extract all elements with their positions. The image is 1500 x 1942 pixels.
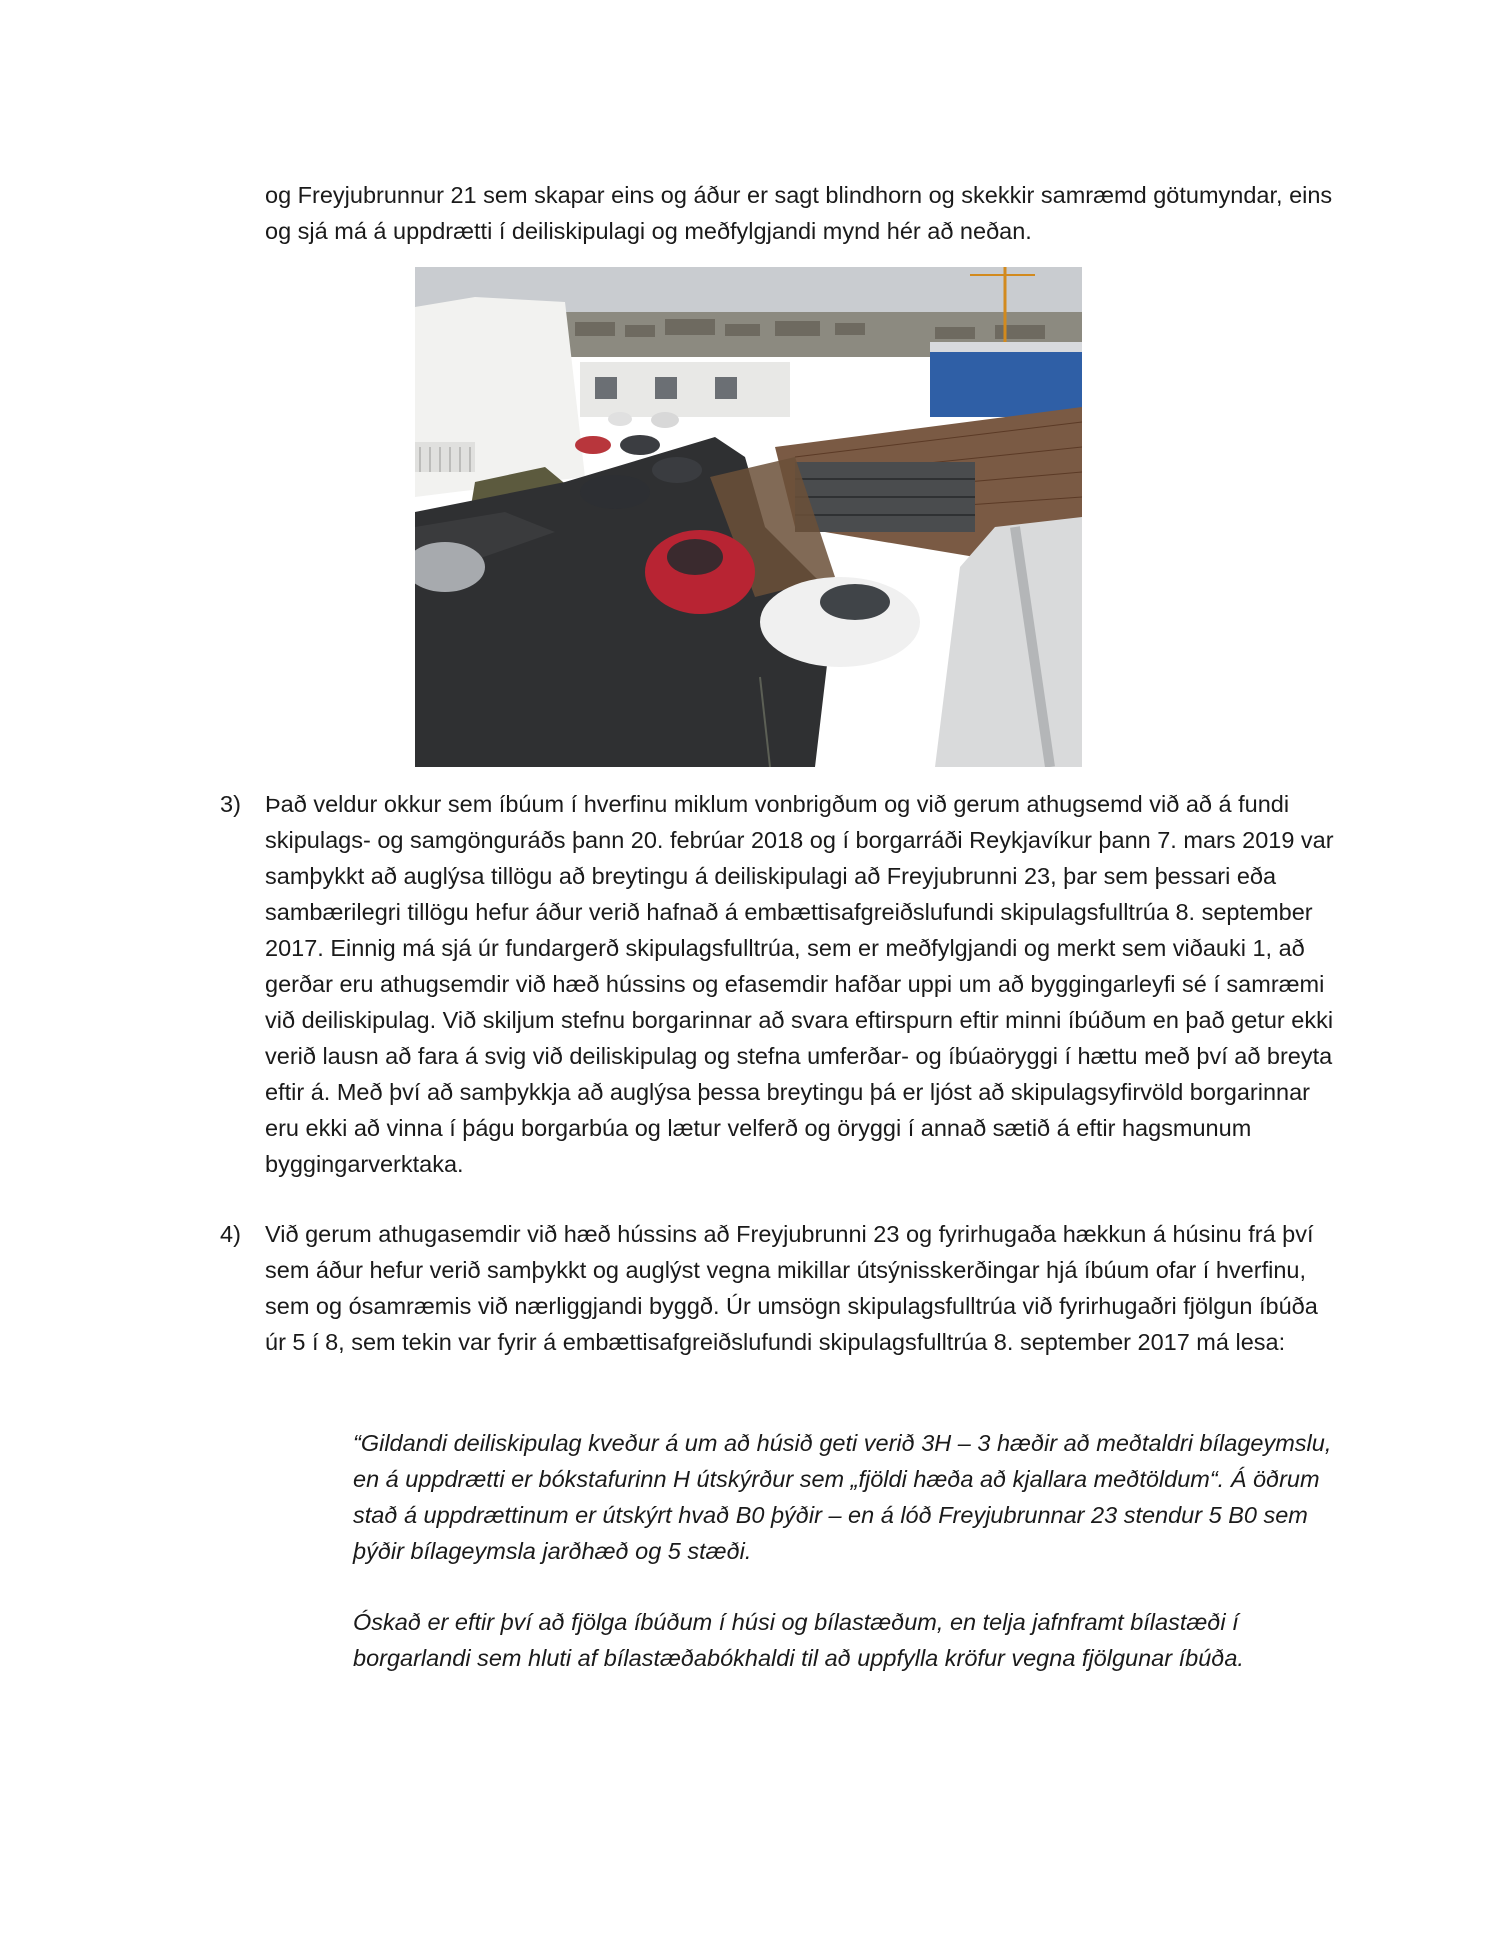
list-number: 4) bbox=[220, 1221, 241, 1247]
street-photo bbox=[415, 267, 1082, 767]
list-item-text: Við gerum athugasemdir við hæð hússins að Freyjubrunni 23 og fyrirhugaða hækkun á húsinu frá því sem áður hefur verið samþykkt og auglýst vegna mikillar útsýnisskerðingar hjá íbúum ofar í hverfinu, sem og ósamræmis við nærliggjandi byggð. Úr umsögn skipulagsfulltrúa við fyrirhugaðri fjölgun íbúða úr 5 í 8, sem tekin var fyrir á embættisafgreiðslufundi skipulagsfulltrúa 8. september 2017 má lesa: bbox=[265, 1221, 1318, 1355]
quote-paragraph-1: “Gildandi deiliskipulag kveður á um að húsið geti verið 3H – 3 hæðir að meðtaldri bílageymslu, en á uppdrætti er bókstafurinn H útskýrður sem „fjöldi hæða að kjallara meðtöldum“. Á öðrum stað á uppdrættinum er útskýrt hvað B0 þýðir – en á lóð Freyjubrunnar 23 stendur 5 B0 sem þýðir bílageymsla jarðhæð og 5 stæði. bbox=[353, 1430, 1332, 1564]
list-number: 3) bbox=[220, 791, 241, 817]
list-item-text: Það veldur okkur sem íbúum í hverfinu miklum vonbrigðum og við gerum athugsemd við að á fundi skipulags- og samgönguráðs þann 20. febrúar 2018 og í borgarráði Reykjavíkur þann 7. mars 2019 var samþykkt að auglýsa tillögu að breytingu á deiliskipulagi að Freyjubrunni 23, þar sem þessari eða sambærilegri tillögu hefur áður verið hafnað á embættisafgreiðslufundi skipulagsfulltrúa 8. september 2017. Einnig má sjá úr fundargerð skipulagsfulltrúa, sem er meðfylgjandi og merkt sem viðauki 1, að gerðar eru athugsemdir við hæð hússins og efasemdir hafðar uppi um að byggingarleyfi sé í samræmi við deiliskipulag. Við skiljum stefnu borgarinnar að svara eftirspurn eftir minni íbúðum en það getur ekki verið lausn að fara á svig við deiliskipulag og stefna umferðar- og íbúaöryggi í hættu með því að breyta eftir á. Með því að samþykkja að auglýsa þessa breytingu þá er ljóst að skipulagsyfirvöld borgarinnar eru ekki að vinna í þágu borgarbúa og lætur velferð og öryggi í annað sætið á eftir hagsmunum byggingarverktaka. bbox=[265, 791, 1334, 1177]
intro-paragraph: og Freyjubrunnur 21 sem skapar eins og áður er sagt blindhorn og skekkir samræmd götumyndar, eins og sjá má á uppdrætti í deiliskipulagi og meðfylgjandi mynd hér að neðan. bbox=[265, 182, 1333, 244]
quote-paragraph-2: Óskað er eftir því að fjölga íbúðum í húsi og bílastæðum, en telja jafnframt bílastæði í borgarlandi sem hluti af bílastæðabókhaldi til að uppfylla kröfur vegna fjölgunar íbúða. bbox=[353, 1609, 1244, 1671]
